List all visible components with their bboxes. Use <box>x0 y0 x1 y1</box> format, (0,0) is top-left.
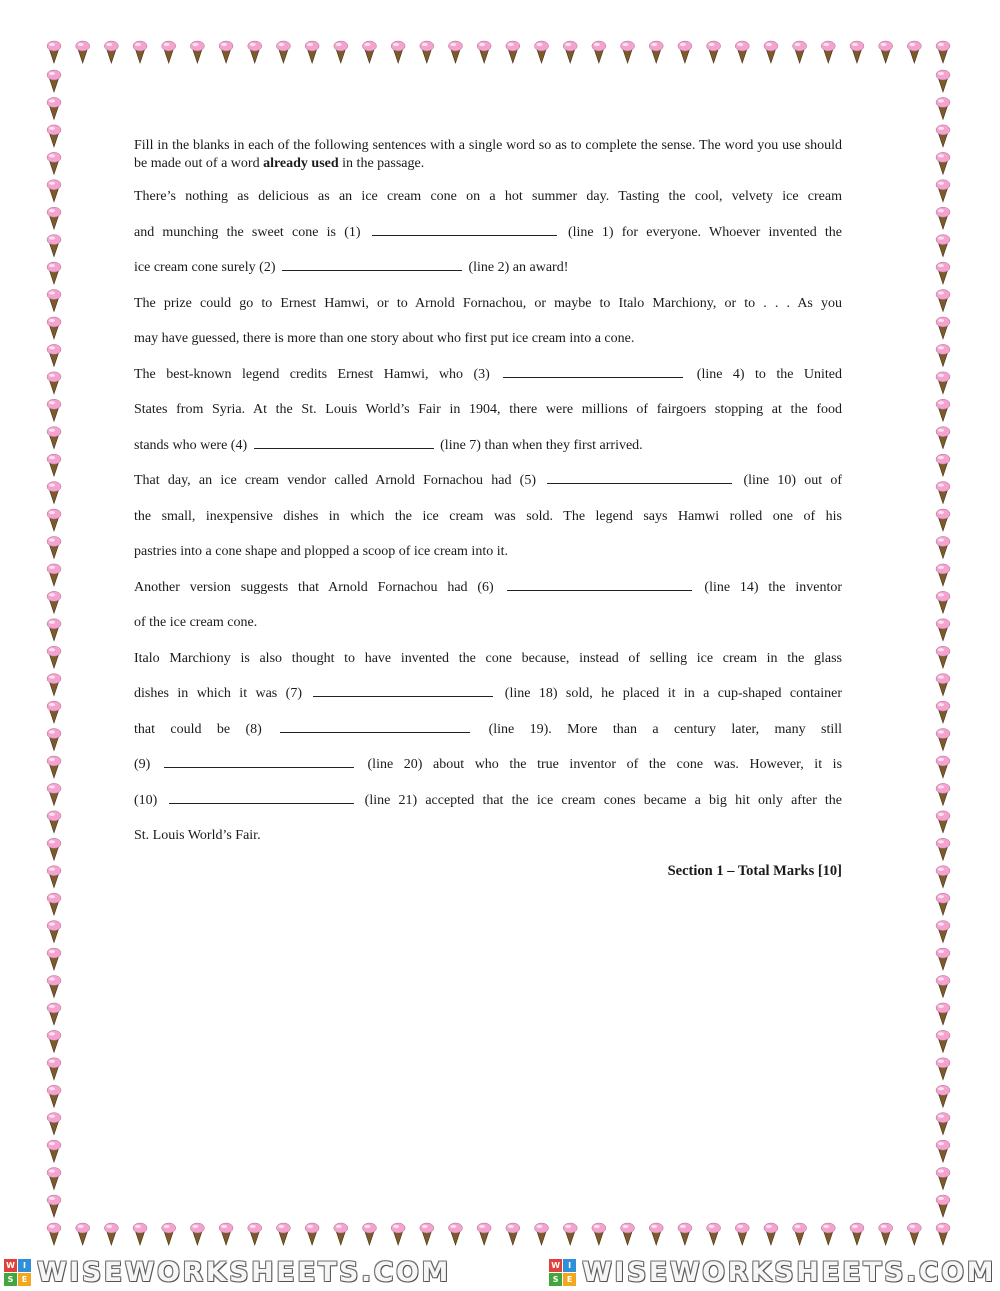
watermark-text: WISEWORKSHEETS.COM <box>37 1256 451 1288</box>
ice-cream-cone-icon <box>47 41 61 63</box>
passage-text: The best-known legend credits Ernest Hamwi, who (3) <box>134 366 490 382</box>
ice-cream-cone-icon <box>47 427 61 449</box>
ice-cream-cone-icon <box>47 344 61 366</box>
ice-cream-cone-icon <box>334 1223 348 1245</box>
ice-cream-cone-icon <box>821 1223 835 1245</box>
ice-cream-cone-icon <box>76 41 90 63</box>
passage-line <box>134 364 842 400</box>
passage-text: pastries into a cone shape and plopped a scoop of ice cream into it. <box>134 544 508 559</box>
ice-cream-cone-icon <box>936 180 950 202</box>
ice-cream-cone-icon <box>248 41 262 63</box>
ice-cream-cone-icon <box>47 838 61 860</box>
ice-cream-cone-icon <box>219 1223 233 1245</box>
ice-cream-cone-icon <box>936 1140 950 1162</box>
ice-cream-cone-icon <box>47 948 61 970</box>
answer-blank[interactable] <box>169 791 354 804</box>
ice-cream-cone-icon <box>936 1223 950 1245</box>
ice-cream-cone-icon <box>47 235 61 257</box>
ice-cream-cone-icon <box>850 1223 864 1245</box>
ice-cream-cone-icon <box>420 1223 434 1245</box>
ice-cream-cone-icon <box>735 41 749 63</box>
ice-cream-cone-icon <box>936 619 950 641</box>
passage-text: stands who were (4) <box>134 437 248 453</box>
ice-cream-cone-icon <box>649 1223 663 1245</box>
ice-cream-cone-icon <box>47 317 61 339</box>
ice-cream-cone-icon <box>47 783 61 805</box>
ice-cream-cone-icon <box>47 893 61 915</box>
ice-cream-cone-icon <box>936 591 950 613</box>
ice-cream-cone-icon <box>936 729 950 751</box>
ice-cream-cone-icon <box>47 207 61 229</box>
passage-text: and munching the sweet cone is (1) <box>134 224 361 240</box>
ice-cream-cone-icon <box>448 1223 462 1245</box>
ice-cream-cone-icon <box>47 729 61 751</box>
ice-cream-cone-icon <box>47 564 61 586</box>
ice-cream-cone-icon <box>362 1223 376 1245</box>
ice-cream-cone-icon <box>47 921 61 943</box>
passage-line <box>134 577 842 613</box>
ice-cream-cone-icon <box>592 41 606 63</box>
ice-cream-cone-icon <box>879 41 893 63</box>
ice-cream-cone-icon <box>47 372 61 394</box>
ice-cream-cone-icon <box>936 536 950 558</box>
answer-blank[interactable] <box>503 365 683 378</box>
ice-cream-cone-icon <box>47 262 61 284</box>
ice-cream-cone-icon <box>936 1113 950 1135</box>
passage-text: ice cream cone surely (2) <box>134 260 276 275</box>
passage <box>134 186 842 861</box>
ice-cream-cone-icon <box>47 1195 61 1217</box>
ice-cream-cone-icon <box>936 1058 950 1080</box>
ice-cream-cone-icon <box>362 41 376 63</box>
passage-text: (line 1) for everyone. Whoever invented the <box>567 224 843 240</box>
ice-cream-cone-icon <box>47 399 61 421</box>
ice-cream-cone-icon <box>47 619 61 641</box>
ice-cream-cone-icon <box>936 701 950 723</box>
ice-cream-cone-icon <box>477 1223 491 1245</box>
ice-cream-cone-icon <box>47 975 61 997</box>
passage-line <box>134 683 842 719</box>
passage-text: The prize could go to Ernest Hamwi, or to Arnold Fornachou, or maybe to Italo Marchiony, or to . . . As you <box>134 295 842 311</box>
passage-line <box>134 612 842 648</box>
passage-text: (line 20) about who the true inventor of the cone was. However, it is <box>367 757 843 772</box>
ice-cream-cone-icon <box>563 41 577 63</box>
ice-cream-cone-icon <box>276 1223 290 1245</box>
ice-cream-cone-icon <box>936 975 950 997</box>
passage-text: (line 18) sold, he placed it in a cup-shaped container <box>504 686 843 701</box>
ice-cream-cone-icon <box>936 317 950 339</box>
passage-text: (line 10) out of <box>743 473 843 488</box>
ice-cream-cone-icon <box>76 1223 90 1245</box>
section-total-marks: Section 1 – Total Marks [10] <box>667 862 842 879</box>
ice-cream-cone-icon <box>936 125 950 147</box>
ice-cream-cone-icon <box>47 646 61 668</box>
ice-cream-cone-icon <box>707 41 721 63</box>
ice-cream-cone-icon <box>104 41 118 63</box>
passage-line <box>134 293 842 329</box>
ice-cream-cone-icon <box>936 290 950 312</box>
ice-cream-cone-icon <box>477 41 491 63</box>
passage-line <box>134 506 842 542</box>
ice-cream-cone-icon <box>936 674 950 696</box>
passage-line <box>134 257 842 293</box>
watermark-group <box>4 1257 451 1288</box>
ice-cream-cone-icon <box>936 454 950 476</box>
ice-cream-cone-icon <box>162 41 176 63</box>
ice-cream-cone-icon <box>47 674 61 696</box>
ice-cream-cone-icon <box>535 41 549 63</box>
ice-cream-cone-icon <box>821 41 835 63</box>
ice-cream-cone-icon <box>506 41 520 63</box>
passage-line <box>134 399 842 435</box>
ice-cream-cone-icon <box>936 427 950 449</box>
ice-cream-cone-icon <box>936 97 950 119</box>
ice-cream-cone-icon <box>305 41 319 63</box>
ice-cream-cone-icon <box>936 1085 950 1107</box>
ice-cream-cone-icon <box>907 1223 921 1245</box>
ice-cream-cone-icon <box>764 41 778 63</box>
ice-cream-cone-icon <box>936 564 950 586</box>
watermark-text: WISEWORKSHEETS.COM <box>582 1256 996 1288</box>
ice-cream-cone-icon <box>47 180 61 202</box>
ice-cream-cone-icon <box>219 41 233 63</box>
passage-line <box>134 790 842 826</box>
ice-cream-cone-icon <box>936 838 950 860</box>
ice-cream-cone-icon <box>276 41 290 63</box>
wise-logo-icon: W I S E <box>4 1259 31 1286</box>
passage-line <box>134 719 842 755</box>
ice-cream-cone-icon <box>936 235 950 257</box>
ice-cream-cone-icon <box>47 1003 61 1025</box>
ice-cream-cone-icon <box>936 399 950 421</box>
ice-cream-cone-icon <box>162 1223 176 1245</box>
ice-cream-cone-icon <box>47 70 61 92</box>
ice-cream-cone-icon <box>850 41 864 63</box>
passage-line <box>134 754 842 790</box>
ice-cream-cone-icon <box>391 1223 405 1245</box>
ice-cream-cone-icon <box>47 536 61 558</box>
ice-cream-cone-icon <box>506 1223 520 1245</box>
watermark-banner <box>0 1255 1000 1289</box>
passage-text: (line 21) accepted that the ice cream cones became a big hit only after the <box>364 792 843 808</box>
ice-cream-cone-icon <box>448 41 462 63</box>
answer-blank[interactable] <box>372 223 557 236</box>
ice-cream-cone-icon <box>678 41 692 63</box>
ice-cream-cone-icon <box>47 811 61 833</box>
ice-cream-cone-icon <box>334 41 348 63</box>
ice-cream-cone-icon <box>47 1140 61 1162</box>
ice-cream-cone-icon <box>621 41 635 63</box>
passage-text: (10) <box>134 792 158 808</box>
passage-text: (9) <box>134 757 151 772</box>
ice-cream-cone-icon <box>879 1223 893 1245</box>
ice-cream-cone-icon <box>936 41 950 63</box>
passage-text: the small, inexpensive dishes in which the ice cream was sold. The legend says Hamwi rolled one of his <box>134 508 842 524</box>
ice-cream-cone-icon <box>621 1223 635 1245</box>
ice-cream-cone-icon <box>649 41 663 63</box>
ice-cream-cone-icon <box>936 646 950 668</box>
ice-cream-cone-icon <box>936 344 950 366</box>
answer-blank[interactable] <box>280 720 470 733</box>
ice-cream-cone-icon <box>936 756 950 778</box>
ice-cream-cone-icon <box>936 207 950 229</box>
ice-cream-cone-icon <box>47 97 61 119</box>
ice-cream-cone-icon <box>535 1223 549 1245</box>
ice-cream-cone-icon <box>133 1223 147 1245</box>
ice-cream-cone-icon <box>47 509 61 531</box>
ice-cream-cone-icon <box>133 41 147 63</box>
wise-logo-icon: W I S E <box>549 1259 576 1286</box>
passage-line <box>134 186 842 222</box>
ice-cream-cone-icon <box>936 783 950 805</box>
ice-cream-cone-icon <box>305 1223 319 1245</box>
ice-cream-cone-icon <box>47 701 61 723</box>
worksheet <box>134 137 842 880</box>
answer-blank[interactable] <box>282 258 462 271</box>
passage-text: Another version suggests that Arnold Fornachou had (6) <box>134 579 494 595</box>
ice-cream-cone-icon <box>420 41 434 63</box>
ice-cream-cone-icon <box>936 152 950 174</box>
ice-cream-cone-icon <box>936 372 950 394</box>
ice-cream-cone-icon <box>936 1030 950 1052</box>
ice-cream-cone-icon <box>47 1030 61 1052</box>
ice-cream-cone-icon <box>936 811 950 833</box>
ice-cream-cone-icon <box>47 152 61 174</box>
ice-cream-cone-icon <box>47 1168 61 1190</box>
ice-cream-cone-icon <box>47 1058 61 1080</box>
ice-cream-cone-icon <box>47 756 61 778</box>
ice-cream-cone-icon <box>936 509 950 531</box>
ice-cream-cone-icon <box>936 921 950 943</box>
passage-line <box>134 825 842 861</box>
passage-text: of the ice cream cone. <box>134 615 258 630</box>
ice-cream-cone-icon <box>678 1223 692 1245</box>
ice-cream-cone-icon <box>190 41 204 63</box>
passage-text: (line 19). More than a century later, many still <box>488 721 843 737</box>
passage-text: may have guessed, there is more than one story about who first put ice cream into a cone. <box>134 331 635 346</box>
passage-line <box>134 541 842 577</box>
passage-text: Italo Marchiony is also thought to have invented the cone because, instead of selling ice cream in the glass <box>134 650 842 666</box>
ice-cream-cone-icon <box>707 1223 721 1245</box>
passage-line <box>134 435 842 471</box>
passage-text: St. Louis World’s Fair. <box>134 828 261 843</box>
ice-cream-cone-icon <box>47 866 61 888</box>
ice-cream-cone-icon <box>936 482 950 504</box>
ice-cream-cone-icon <box>248 1223 262 1245</box>
answer-blank[interactable] <box>313 684 493 697</box>
ice-cream-cone-icon <box>47 1223 61 1245</box>
ice-cream-cone-icon <box>936 262 950 284</box>
passage-text: States from Syria. At the St. Louis World’s Fair in 1904, there were millions of fairgoers stopping at the food <box>134 402 842 417</box>
ice-cream-cone-icon <box>936 70 950 92</box>
ice-cream-cone-icon <box>47 1085 61 1107</box>
answer-blank[interactable] <box>164 755 354 768</box>
ice-cream-cone-icon <box>793 1223 807 1245</box>
ice-cream-cone-icon <box>936 1168 950 1190</box>
ice-cream-cone-icon <box>190 1223 204 1245</box>
watermark-group <box>549 1257 996 1288</box>
passage-line <box>134 222 842 258</box>
ice-cream-cone-icon <box>47 482 61 504</box>
ice-cream-cone-icon <box>936 893 950 915</box>
ice-cream-cone-icon <box>793 41 807 63</box>
passage-text: (line 14) the inventor <box>704 579 843 595</box>
ice-cream-cone-icon <box>764 1223 778 1245</box>
ice-cream-cone-icon <box>592 1223 606 1245</box>
passage-line <box>134 328 842 364</box>
passage-text: (line 2) an award! <box>468 260 569 275</box>
passage-text: There’s nothing as delicious as an ice cream cone on a hot summer day. Tasting the cool, velvety ice cream <box>134 189 842 204</box>
ice-cream-cone-icon <box>47 290 61 312</box>
ice-cream-cone-icon <box>936 1003 950 1025</box>
answer-blank[interactable] <box>507 578 692 591</box>
passage-line <box>134 648 842 684</box>
ice-cream-cone-icon <box>391 41 405 63</box>
ice-cream-cone-icon <box>936 948 950 970</box>
ice-cream-cone-icon <box>47 591 61 613</box>
ice-cream-cone-icon <box>735 1223 749 1245</box>
ice-cream-cone-icon <box>907 41 921 63</box>
passage-text: that could be (8) <box>134 721 262 737</box>
instructions: Fill in the blanks in each of the following sentences with a single word so as to complete the sense. The word you use should be made out of a word already used in the passage. <box>134 138 842 171</box>
passage-text: (line 4) to the United <box>696 366 843 382</box>
ice-cream-cone-icon <box>936 1195 950 1217</box>
answer-blank[interactable] <box>254 436 434 449</box>
passage-text: dishes in which it was (7) <box>134 686 302 701</box>
ice-cream-cone-icon <box>936 866 950 888</box>
answer-blank[interactable] <box>547 471 732 484</box>
ice-cream-cone-icon <box>104 1223 118 1245</box>
ice-cream-cone-icon <box>563 1223 577 1245</box>
ice-cream-cone-icon <box>47 1113 61 1135</box>
passage-line <box>134 470 842 506</box>
passage-text: (line 7) than when they first arrived. <box>440 437 643 453</box>
ice-cream-cone-icon <box>47 125 61 147</box>
passage-text: That day, an ice cream vendor called Arnold Fornachou had (5) <box>134 473 537 488</box>
ice-cream-cone-icon <box>47 454 61 476</box>
